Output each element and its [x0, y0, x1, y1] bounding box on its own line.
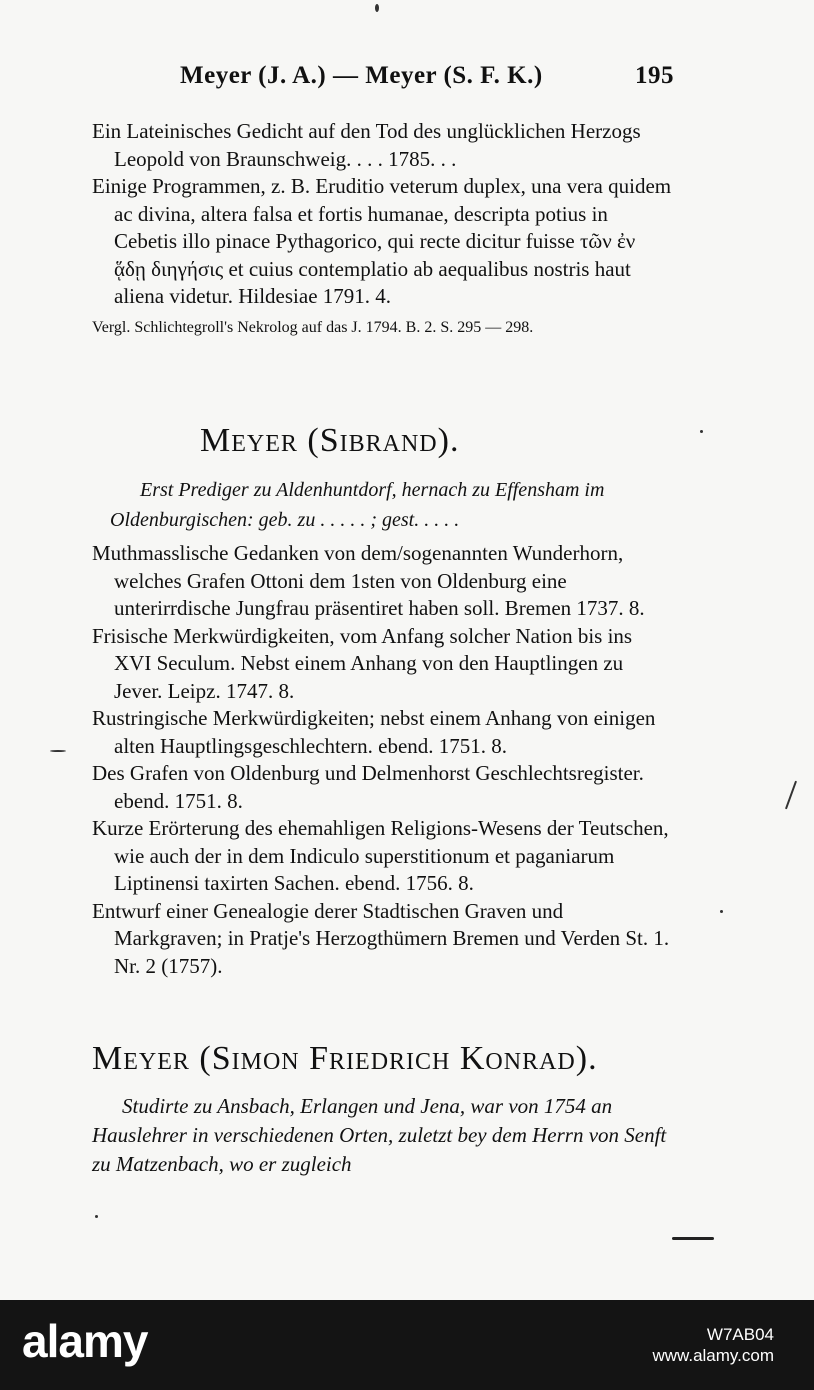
watermark-footer: [0, 1300, 814, 1390]
image-id: W7AB04: [706, 1325, 774, 1344]
work-item: Muthmasslische Gedanken von dem/sogenannten Wunderhorn, welches Grafen Ottoni dem 1sten von Oldenburg eine unterirrdische Jungfrau präsentiret haben soll. Bremen 1737. 8.: [92, 541, 645, 620]
print-speck: [720, 910, 723, 913]
print-speck: [50, 750, 66, 752]
print-speck: [375, 4, 379, 12]
work-item: Entwurf einer Genealogie derer Stadtischen Graven und Markgraven; in Pratje's Herzogthümern Bremen und Verden St. 1. Nr. 2 (1757).: [92, 898, 670, 978]
work-item: Des Grafen von Oldenburg und Delmenhorst Geschlechtsregister. ebend. 1751. 8.: [92, 761, 644, 813]
entry-title-simon: Meyer (Simon Friedrich Konrad).: [92, 1040, 598, 1077]
work-item: Einige Programmen, z. B. Eruditio veterum duplex, una vera quidem ac divina, altera falsa et fortis humanae, descripta potius in Cebetis illo pinace Pythagorico, qui recte dicitur fuisse τῶν ἐν ᾅδῃ διηγήσις et cuius contemplatio ab aequalibus nostris haut aliena videtur. Hildesiae 1791. 4.: [92, 174, 672, 308]
site-url: www.alamy.com: [652, 1346, 774, 1365]
print-speck: [95, 1215, 98, 1218]
print-speck: [700, 430, 703, 433]
printer-mark-rule: [672, 1237, 714, 1240]
sibrand-works: [92, 540, 672, 980]
reference-note: Vergl. Schlichtegroll's Nekrolog auf das J. 1794. B. 2. S. 295 — 298.: [92, 318, 534, 336]
running-header: [180, 62, 680, 90]
work-item: Kurze Erörterung des ehemahligen Religions-Wesens der Teutschen, wie auch der in dem Indiculo superstitionum et paganiarum Liptinensi taxirten Sachen. ebend. 1756. 8.: [92, 816, 669, 895]
page-number: 195: [635, 62, 674, 89]
image-id-block: [652, 1324, 774, 1366]
running-head: Meyer (J. A.) — Meyer (S. F. K.): [180, 62, 543, 89]
previous-entry-works: [92, 118, 672, 339]
print-speck: [785, 781, 797, 810]
entry-intro-simon: Studirte zu Ansbach, Erlangen und Jena, war von 1754 an Hauslehrer in verschiedenen Orten, zuletzt bey dem Herrn von Senft zu Matzenbach, wo er zugleich: [92, 1094, 667, 1176]
entry-title-sibrand: Meyer (Sibrand).: [200, 422, 460, 459]
work-item: Rustringische Merkwürdigkeiten; nebst einem Anhang von einigen alten Hauptlingsgeschlechtern. ebend. 1751. 8.: [92, 706, 656, 758]
entry-intro-sibrand: Erst Prediger zu Aldenhuntdorf, hernach zu Effensham im Oldenburgischen: geb. zu . . . . . ; gest. . . . .: [110, 479, 605, 531]
work-item: Ein Lateinisches Gedicht auf den Tod des unglücklichen Herzogs Leopold von Braunschweig. . . . 1785. . .: [92, 119, 641, 171]
work-item: Frisische Merkwürdigkeiten, vom Anfang solcher Nation bis ins XVI Seculum. Nebst einem Anhang von den Hauptlingen zu Jever. Leipz. 1747. 8.: [92, 623, 633, 703]
alamy-logo: alamy: [22, 1315, 148, 1367]
